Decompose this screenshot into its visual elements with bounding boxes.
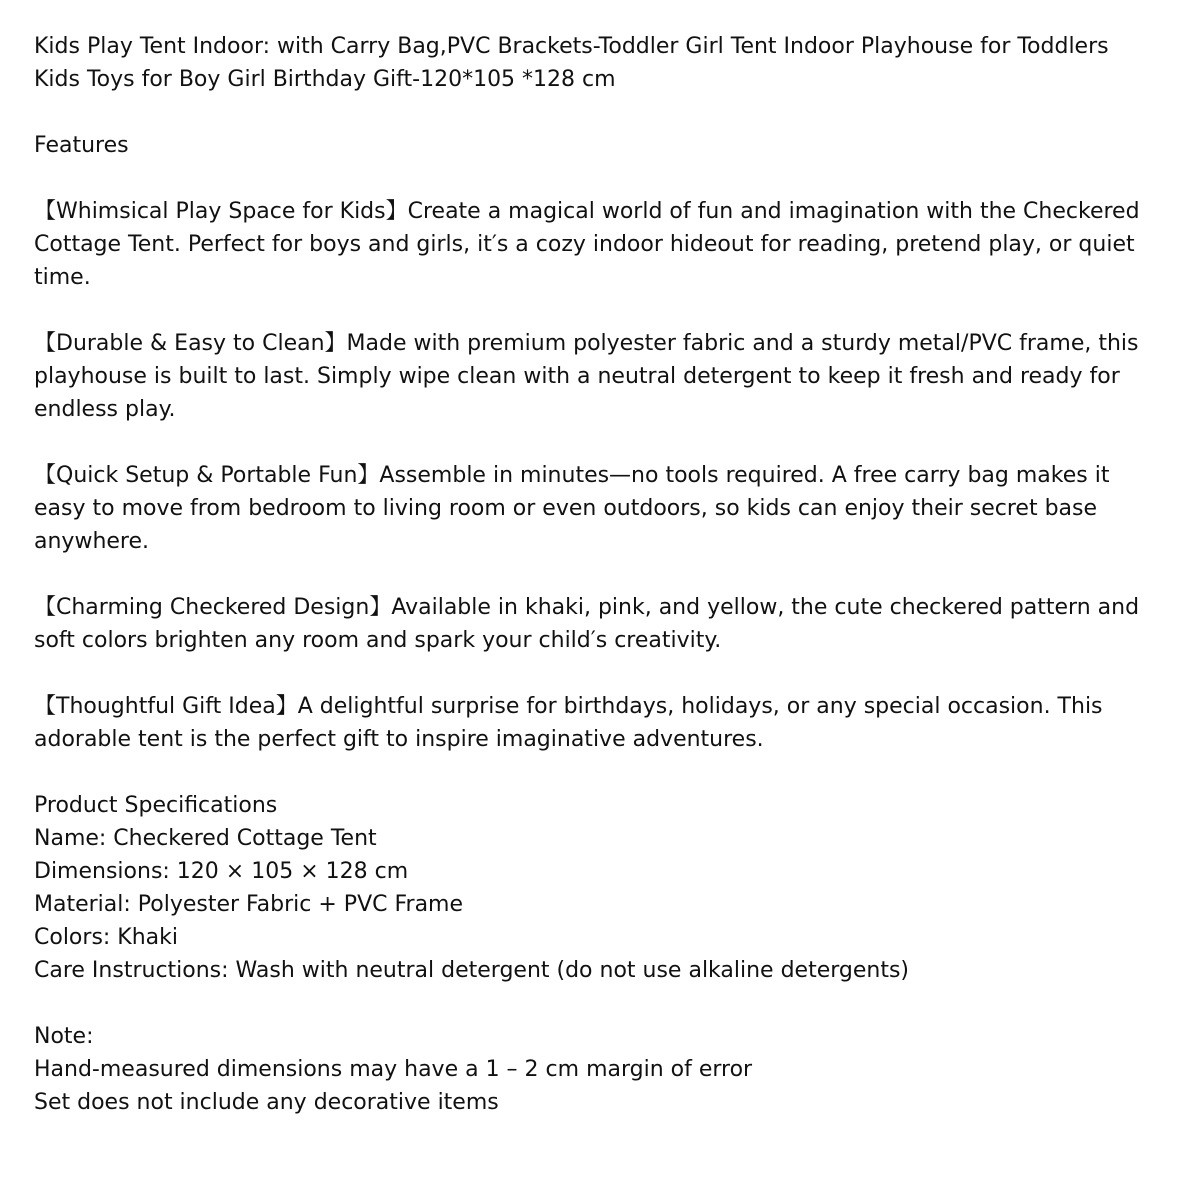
note-measurement: Hand-measured dimensions may have a 1 – 2 cm margin of error xyxy=(34,1057,753,1082)
note-decorations: Set does not include any decorative items xyxy=(34,1090,499,1115)
note-section xyxy=(34,1020,1154,1119)
features-heading: Features xyxy=(34,133,129,158)
note-heading: Note: xyxy=(34,1024,94,1049)
specifications-heading: Product Specifications xyxy=(34,793,278,818)
spec-care-instructions: Care Instructions: Wash with neutral detergent (do not use alkaline detergents) xyxy=(34,958,910,983)
product-title: Kids Play Tent Indoor: with Carry Bag,PVC Brackets-Toddler Girl Tent Indoor Playhouse for Toddlers Kids Toys for Boy Girl Birthday Gift-120*105 *128 cm xyxy=(34,34,1109,92)
spec-dimensions: Dimensions: 120 × 105 × 128 cm xyxy=(34,859,409,884)
feature-durable: 【Durable & Easy to Clean】Made with premium polyester fabric and a sturdy metal/PVC frame, this playhouse is built to last. Simply wipe clean with a neutral detergent to keep it fresh and ready for endless play. xyxy=(34,331,1139,422)
feature-play-space: 【Whimsical Play Space for Kids】Create a magical world of fun and imagination with the Checkered Cottage Tent. Perfect for boys and girls, it′s a cozy indoor hideout for reading, pretend play, or quiet time. xyxy=(34,199,1140,290)
spec-colors: Colors: Khaki xyxy=(34,925,179,950)
spec-name: Name: Checkered Cottage Tent xyxy=(34,826,377,851)
feature-gift-idea: 【Thoughtful Gift Idea】A delightful surprise for birthdays, holidays, or any special occasion. This adorable tent is the perfect gift to inspire imaginative adventures. xyxy=(34,694,1103,752)
feature-quick-setup: 【Quick Setup & Portable Fun】Assemble in minutes—no tools required. A free carry bag makes it easy to move from bedroom to living room or even outdoors, so kids can enjoy their secret base anywhere. xyxy=(34,463,1110,554)
spec-material: Material: Polyester Fabric + PVC Frame xyxy=(34,892,464,917)
specifications-section xyxy=(34,789,1154,987)
feature-checkered-design: 【Charming Checkered Design】Available in khaki, pink, and yellow, the cute checkered pattern and soft colors brighten any room and spark your child′s creativity. xyxy=(34,595,1140,653)
product-description xyxy=(34,30,1154,1152)
